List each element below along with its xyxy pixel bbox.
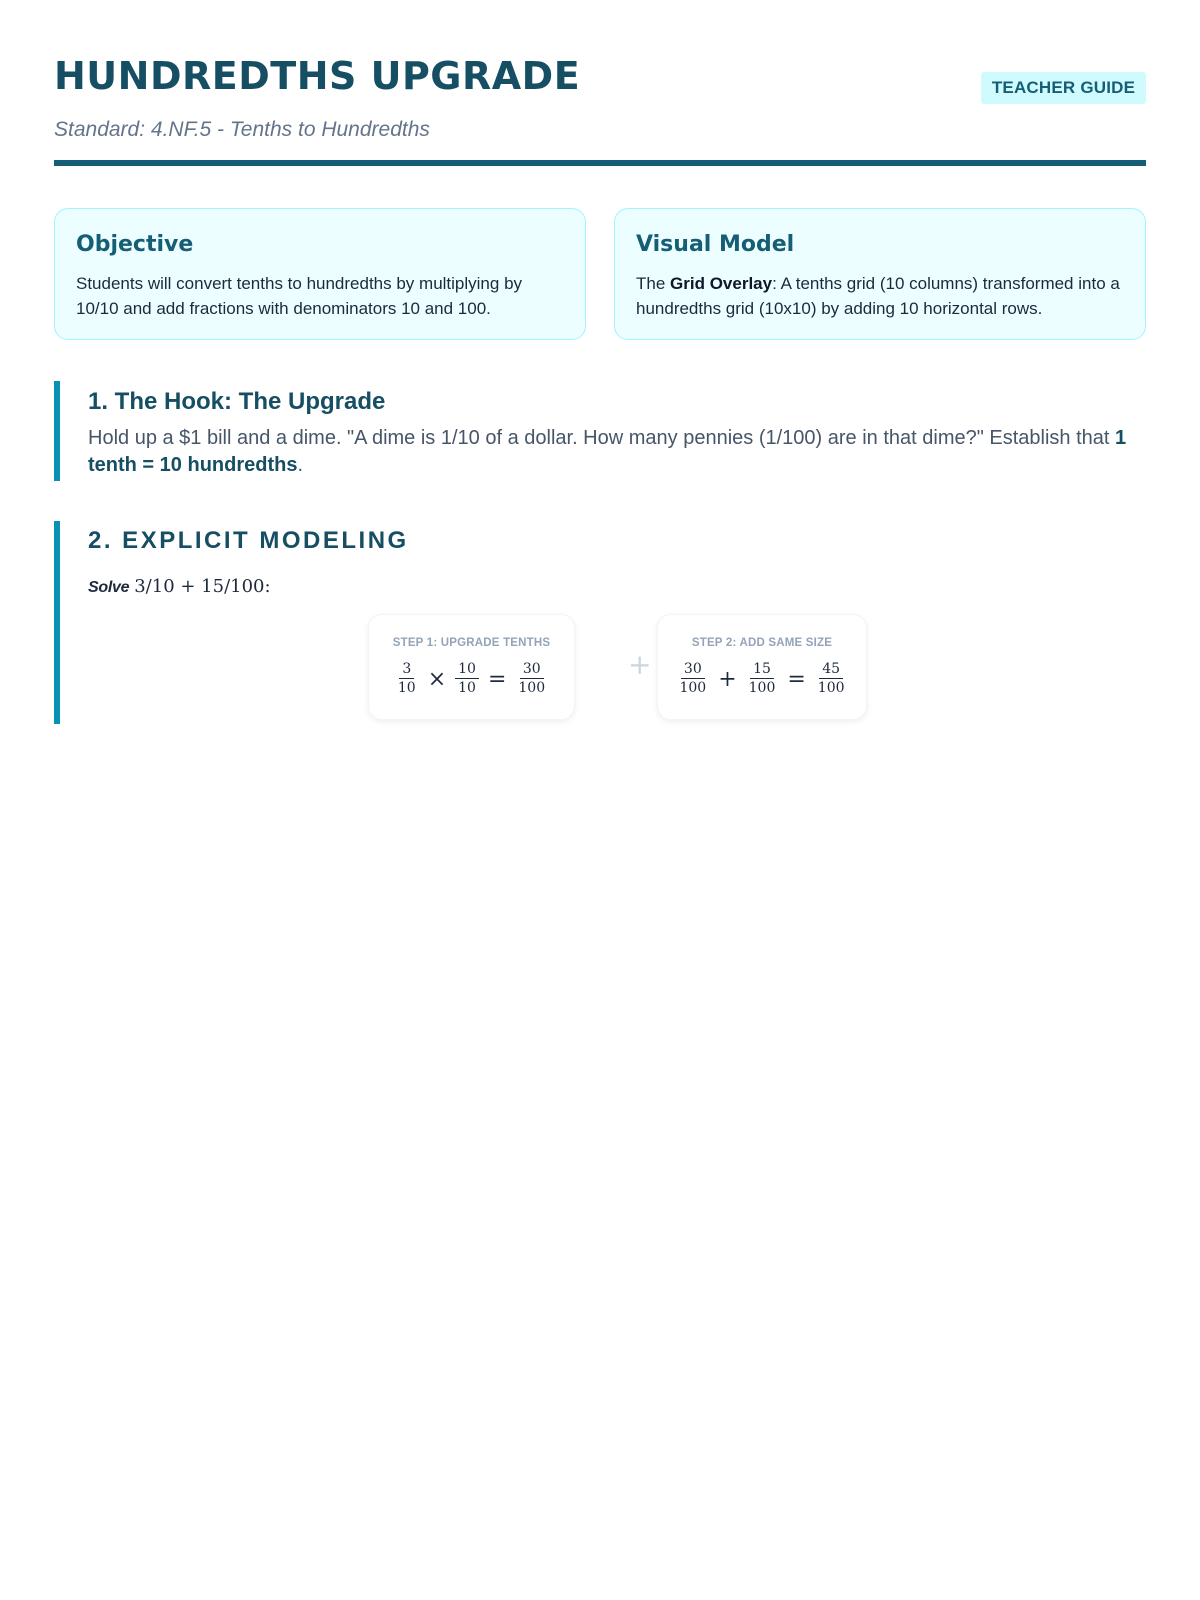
plus-icon: + — [628, 648, 652, 681]
page-title: HUNDREDTHS UPGRADE — [54, 54, 581, 98]
fraction — [815, 661, 848, 696]
objective-title: Objective — [76, 232, 194, 257]
solve-prompt — [88, 576, 1146, 597]
hook-text-highlight: 1 tenth = 10 hundredths — [88, 427, 1127, 476]
step-1-equation — [369, 661, 574, 696]
solve-label: Solve — [88, 579, 130, 596]
hook-text-body: Hold up a $1 bill and a dime. "A dime is 1/10 of a dollar. How many pennies (1/100) are in that dime?" Establish that — [88, 427, 1116, 449]
modeling-title: 2. EXPLICIT MODELING — [88, 527, 409, 554]
step-2-card — [657, 614, 867, 720]
denominator: 10 — [397, 680, 416, 696]
plus-operator: + — [718, 667, 737, 692]
numerator: 3 — [399, 661, 414, 679]
info-cards — [54, 208, 1146, 340]
fraction — [676, 661, 709, 696]
numerator: 30 — [681, 661, 705, 679]
fraction — [746, 661, 779, 696]
hook-text — [88, 425, 1146, 479]
visual-model-card — [614, 208, 1146, 340]
numerator: 10 — [455, 661, 479, 679]
visual-model-text — [636, 271, 1125, 321]
lesson-page — [54, 0, 1146, 1600]
fraction — [395, 661, 419, 696]
hook-text-end: . — [297, 454, 304, 476]
times-operator: × — [427, 667, 447, 692]
step-1-label: STEP 1: UPGRADE TENTHS — [392, 637, 551, 649]
fraction — [515, 661, 548, 696]
denominator: 100 — [748, 680, 776, 696]
step-2-equation — [658, 661, 866, 696]
hook-title: 1. The Hook: The Upgrade — [88, 388, 386, 415]
teacher-guide-badge: TEACHER GUIDE — [981, 72, 1146, 104]
solve-colon: : — [264, 576, 271, 597]
denominator: 100 — [679, 680, 707, 696]
visual-model-highlight: Grid Overlay — [670, 274, 773, 293]
visual-model-text-prefix: The — [636, 274, 671, 293]
visual-model-text-rest: : A tenths grid (10 columns) transformed into a hundredths grid (10x10) by adding 10 horizontal rows. — [636, 274, 1120, 318]
step-2-label: STEP 2: ADD SAME SIZE — [691, 637, 833, 649]
header-divider — [54, 160, 1146, 166]
equals-operator: = — [487, 667, 507, 692]
denominator: 100 — [518, 680, 546, 696]
fraction — [455, 661, 479, 696]
numerator: 15 — [750, 661, 774, 679]
objective-text: Students will convert tenths to hundredths by multiplying by 10/10 and add fractions with denominators 10 and 100. — [76, 274, 523, 318]
numerator: 30 — [520, 661, 544, 679]
step-1-card — [368, 614, 575, 720]
objective-card — [54, 208, 586, 340]
denominator: 10 — [458, 680, 476, 696]
modeling-section — [54, 521, 1146, 724]
numerator: 45 — [819, 661, 843, 679]
hook-section — [54, 381, 1146, 481]
visual-model-title: Visual Model — [636, 232, 795, 257]
page-header — [54, 0, 1146, 170]
solve-expression: 3/10 + 15/100 — [134, 576, 265, 597]
equals-operator: = — [787, 667, 806, 692]
denominator: 100 — [817, 680, 845, 696]
standard-subtitle: Standard: 4.NF.5 - Tenths to Hundredths — [54, 118, 430, 141]
